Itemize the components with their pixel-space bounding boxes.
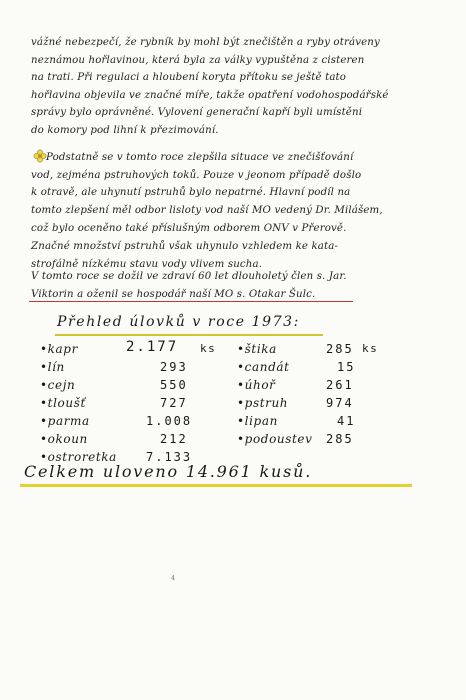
text-line: správy bylo oprávněné. Vylovení generační kapří byli umístěni (31, 107, 363, 118)
catch-overview-heading: Přehled úlovků v roce 1973: (57, 314, 300, 330)
fish-name: •candát (237, 360, 290, 374)
fish-count: 1.008 (146, 414, 193, 428)
fish-name: •cejn (40, 378, 76, 392)
fish-name: •lín (40, 360, 65, 374)
fish-count: 41 (337, 414, 356, 428)
fish-name: •štika (237, 342, 277, 356)
page-number: 4 (171, 575, 175, 582)
fish-count: 974 (326, 396, 354, 410)
fish-name: •podoustev (237, 432, 313, 446)
fish-count: 15 (337, 360, 356, 374)
heading-underline (55, 334, 323, 336)
fish-count: 285 (326, 342, 354, 356)
unit-label: ks (362, 342, 379, 355)
text-line: vod, zejména pstruhových toků. Pouze v jeonom případě došlo (31, 170, 362, 181)
fish-count: 285 (326, 432, 354, 446)
fish-count: 293 (160, 360, 188, 374)
unit-label: ks (200, 342, 217, 355)
text-line: V tomto roce se dožil ve zdraví 60 let dlouholetý člen s. Jar. (31, 271, 347, 282)
fish-name: •parma (40, 414, 90, 428)
fish-name: •tloušť (40, 396, 86, 410)
text-line: do komory pod lihní k přezimování. (31, 125, 219, 136)
text-line: Značné množství pstruhů však uhynulo vzhledem ke kata- (31, 241, 339, 252)
text-line: tomto zlepšení měl odbor lisloty vod naší MO vedený Dr. Milášem, (31, 205, 383, 216)
fish-count: 261 (326, 378, 354, 392)
flower-icon (33, 149, 47, 163)
fish-name: •úhoř (237, 378, 276, 392)
text-line: Viktorin a oženil se hospodář naší MO s. Otakar Šulc. (31, 289, 316, 300)
text-line: což bylo oceněno také příslušným odborem ONV v Přerově. (31, 223, 347, 234)
fish-name: •ostroretka (40, 450, 117, 464)
fish-name: •lipan (237, 414, 278, 428)
text-line: Podstatně se v tomto roce zlepšila situace ve znečišťování (46, 152, 354, 163)
fish-name: •kapr (40, 342, 78, 356)
red-underline (29, 301, 353, 302)
text-line: strofálně nízkému stavu vody vlivem sucha. (31, 259, 263, 270)
total-catch: Celkem uloveno 14.961 kusů. (24, 462, 313, 481)
text-line: k otravě, ale uhynutí pstruhů bylo nepatrné. Hlavní podíl na (31, 187, 351, 198)
fish-name: •okoun (40, 432, 88, 446)
fish-count: 550 (160, 378, 188, 392)
text-line: hořlavina objevila ve značné míře, takže opatření vodohospodářské (31, 90, 389, 101)
fish-count: 212 (160, 432, 188, 446)
text-line: na trati. Při regulaci a hloubení koryta přítoku se ještě tato (31, 72, 347, 83)
yellow-highlight-underline (20, 484, 412, 487)
text-line: neznámou hořlavinou, která byla za války vypuštěna z cisteren (31, 55, 365, 66)
fish-count: 2.177 (126, 339, 179, 355)
fish-name: •pstruh (237, 396, 289, 410)
fish-count: 7.133 (146, 450, 193, 464)
text-line: vážné nebezpečí, že rybník by mohl být znečištěn a ryby otráveny (31, 37, 380, 48)
fish-count: 727 (160, 396, 188, 410)
